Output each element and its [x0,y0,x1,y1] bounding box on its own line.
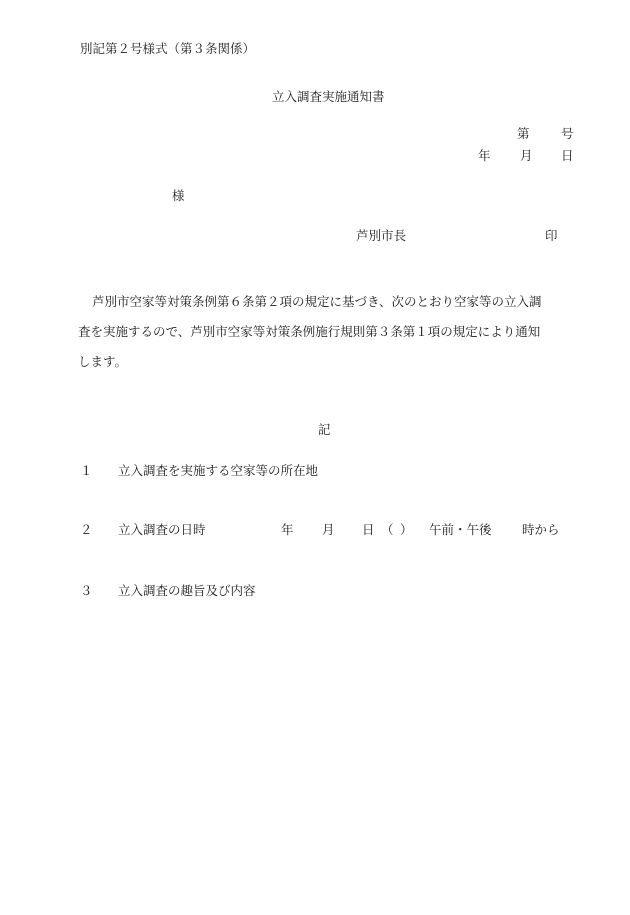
datetime-year-label: 年 [281,522,294,537]
item-label-purpose: 立入調査の趣旨及び内容 [118,583,256,598]
date-day-label: 日 [561,148,574,163]
datetime-day-label: 日 [362,522,375,537]
item-label-datetime: 立入調査の日時 [118,522,206,537]
weekday-paren-open: （ [381,522,394,537]
seal-mark: 印 [545,228,558,243]
body-text-line-2: 査を実施するので、芦別市空家等対策条例施行規則第３条第１項の規定により通知 [78,324,541,339]
doc-number-dai: 第 [517,126,530,141]
item-label-location: 立入調査を実施する空家等の所在地 [118,463,319,478]
body-text-line-3: します。 [78,354,128,369]
doc-number-go: 号 [561,126,574,141]
time-from-label: 時から [522,522,560,537]
addressee-honorific: 様 [172,188,185,203]
ki-heading: 記 [318,422,331,437]
datetime-month-label: 月 [322,522,335,537]
item-number: １ [80,463,93,478]
date-month-label: 月 [520,148,533,163]
date-year-label: 年 [478,148,491,163]
item-number: ３ [80,583,93,598]
item-number: ２ [80,522,93,537]
weekday-paren-close: ） [400,522,413,537]
body-text-line-1: 芦別市空家等対策条例第６条第２項の規定に基づき、次のとおり空家等の立入調 [92,294,542,309]
issuer-name: 芦別市長 [356,228,407,243]
am-pm-choice: 午前・午後 [429,522,492,537]
document-title: 立入調査実施通知書 [272,89,385,104]
form-label: 別記第２号様式（第３条関係） [80,41,256,56]
